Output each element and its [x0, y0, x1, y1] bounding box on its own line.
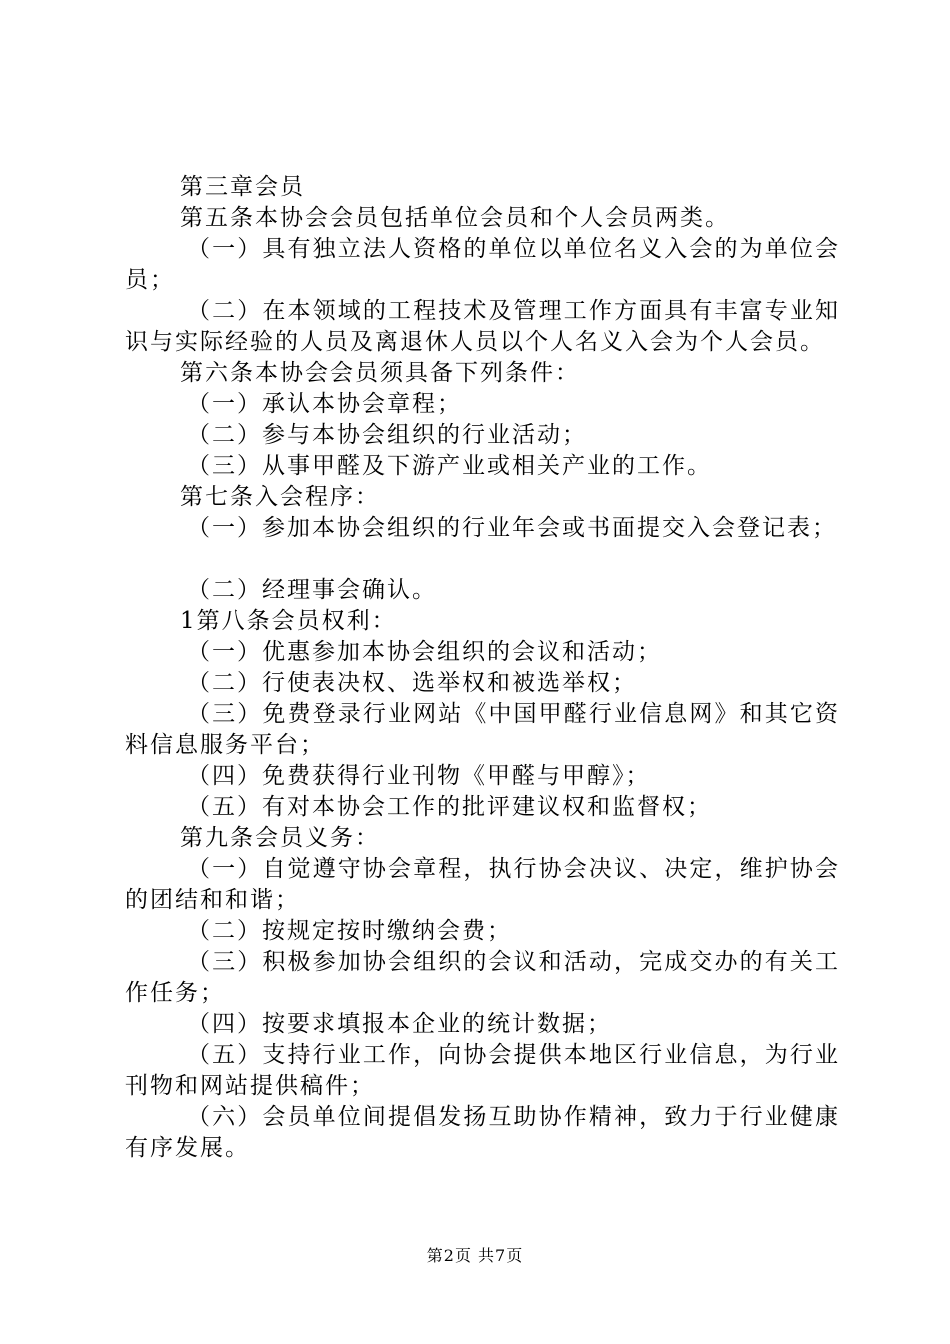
blank-line: [125, 544, 840, 575]
article-heading: 第九条会员义务：: [180, 825, 380, 851]
sub-clause: （五）有对本协会工作的批评建议权和监督权；: [187, 794, 712, 820]
sub-clause: （一）参加本协会组织的行业年会或书面提交入会登记表；: [187, 515, 837, 541]
sub-clause: （三）积极参加协会组织的会议和活动，完成交办的有关工作任务；: [125, 949, 840, 1006]
sub-clause: （二）行使表决权、选举权和被选举权；: [187, 670, 637, 696]
sub-clause: （二）经理事会确认。: [187, 577, 437, 603]
sub-clause: （四）按要求填报本企业的统计数据；: [187, 1011, 612, 1037]
article-heading: 第七条入会程序：: [180, 484, 380, 510]
sub-clause: （六）会员单位间提倡发扬互助协作精神，致力于行业健康有序发展。: [125, 1104, 840, 1161]
article-heading: 第五条本协会会员包括单位会员和个人会员两类。: [180, 205, 730, 231]
sub-clause: （一）优惠参加本协会组织的会议和活动；: [187, 639, 662, 665]
sub-clause: （三）从事甲醛及下游产业或相关产业的工作。: [187, 453, 712, 479]
article-heading: 第三章会员: [180, 174, 305, 200]
article-heading: 第六条本协会会员须具备下列条件：: [180, 360, 580, 386]
page-footer: 第2页 共7页: [426, 1246, 524, 1265]
sub-clause: （一）自觉遵守协会章程，执行协会决议、决定，维护协会的团结和和谐；: [125, 856, 840, 913]
sub-clause: （三）免费登录行业网站《中国甲醛行业信息网》和其它资料信息服务平台；: [125, 701, 840, 758]
sub-clause: （二）参与本协会组织的行业活动；: [187, 422, 587, 448]
sub-clause: （五）支持行业工作，向协会提供本地区行业信息，为行业刊物和网站提供稿件；: [125, 1042, 840, 1099]
sub-clause: （二）按规定按时缴纳会费；: [187, 918, 512, 944]
article-heading: 1第八条会员权利：: [180, 608, 397, 634]
sub-clause: （四）免费获得行业刊物《甲醛与甲醇》；: [187, 763, 651, 789]
sub-clause: （二）在本领域的工程技术及管理工作方面具有丰富专业知识与实际经验的人员及离退休人员以个人名义入会为个人会员。: [125, 298, 840, 355]
document-body: [125, 172, 840, 1164]
sub-clause: （一）承认本协会章程；: [187, 391, 462, 417]
sub-clause: （一）具有独立法人资格的单位以单位名义入会的为单位会员；: [125, 236, 840, 293]
